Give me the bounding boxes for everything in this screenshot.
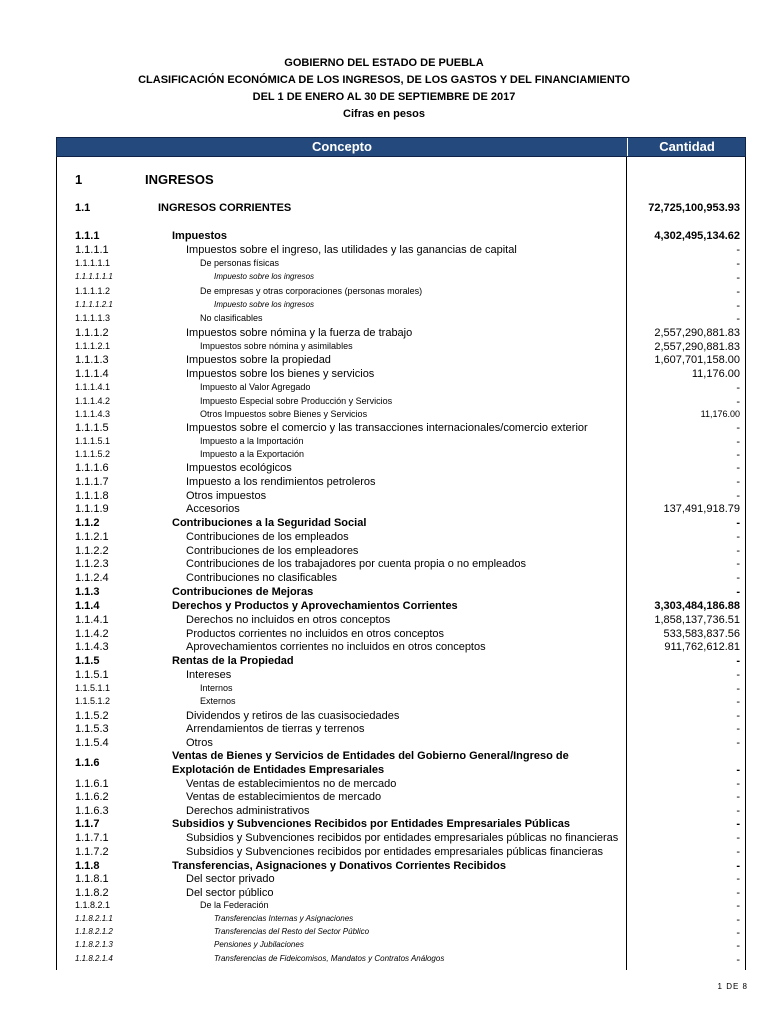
row-amount: - xyxy=(736,258,740,270)
row-code: 1.1.2.1 xyxy=(75,531,109,543)
row-amount: - xyxy=(736,818,740,830)
row-code: 1.1.2.4 xyxy=(75,572,109,584)
row-concept-label: Contribuciones de los trabajadores por cuenta propia o no empleados xyxy=(186,558,526,570)
row-concept-label: Derechos administrativos xyxy=(186,805,310,817)
row-amount: - xyxy=(736,572,740,584)
row-amount: - xyxy=(736,710,740,722)
row-concept-label: Contribuciones no clasificables xyxy=(186,572,338,584)
row-concept-label: Ventas de establecimientos de mercado xyxy=(186,791,382,803)
row-code: 1.1.1.4 xyxy=(75,368,109,380)
row-amount: - xyxy=(736,396,740,408)
row-concept-label: Subsidios y Subvenciones Recibidos por Entidades Empresariales Públicas xyxy=(172,818,570,830)
report-title-government: GOBIERNO DEL ESTADO DE PUEBLA xyxy=(284,57,484,69)
row-amount: - xyxy=(736,723,740,735)
row-amount: - xyxy=(736,832,740,844)
row-code: 1.1.5 xyxy=(75,655,100,667)
row-concept-label: Aprovechamientos corrientes no incluidos en otros conceptos xyxy=(186,641,486,653)
row-concept-label: Accesorios xyxy=(186,503,240,515)
row-concept-label: De empresas y otras corporaciones (personas morales) xyxy=(200,286,423,296)
column-header-cantidad: Cantidad xyxy=(627,138,746,156)
row-code: 1.1.5.2 xyxy=(75,710,109,722)
row-concept-label: Rentas de la Propiedad xyxy=(172,655,294,667)
row-concept-label: Impuesto sobre los ingresos xyxy=(214,272,315,281)
row-amount: - xyxy=(736,764,740,776)
row-concept-label: Impuestos xyxy=(172,230,228,242)
row-amount: - xyxy=(736,382,740,394)
row-code: 1.1.1.1.2 xyxy=(75,286,111,296)
row-code: 1.1.8 xyxy=(75,860,100,872)
page-number: 1 DE 8 xyxy=(717,982,748,991)
row-amount: - xyxy=(736,586,740,598)
row-concept-label: INGRESOS xyxy=(145,172,214,187)
row-amount: - xyxy=(736,655,740,667)
row-amount: - xyxy=(736,436,740,448)
row-code: 1 xyxy=(75,172,83,187)
table-header-bar xyxy=(56,137,746,157)
row-concept-label: Subsidios y Subvenciones recibidos por entidades empresariales públicas no financieras xyxy=(186,832,619,844)
row-code: 1.1.7 xyxy=(75,818,100,830)
row-concept-label: Impuestos ecológicos xyxy=(186,462,292,474)
row-amount: - xyxy=(736,462,740,474)
row-amount: - xyxy=(736,683,740,695)
row-amount: - xyxy=(736,860,740,872)
row-concept-label: INGRESOS CORRIENTES xyxy=(158,202,292,214)
column-header-concepto: Concepto xyxy=(312,139,372,154)
row-amount: 2,557,290,881.83 xyxy=(654,327,740,339)
row-code: 1.1.1.8 xyxy=(75,490,109,502)
report-title-classification: CLASIFICACIÓN ECONÓMICA DE LOS INGRESOS, DE LOS GASTOS Y DEL FINANCIAMIENTO xyxy=(138,74,630,86)
row-amount: - xyxy=(736,873,740,885)
row-amount: - xyxy=(736,531,740,543)
row-code: 1.1.1.4.2 xyxy=(75,396,111,406)
row-amount: 11,176.00 xyxy=(700,409,740,419)
row-code: 1.1.2 xyxy=(75,517,100,529)
row-concept-label: Productos corrientes no incluidos en otros conceptos xyxy=(186,628,445,640)
row-code: 1.1.8.2.1.1 xyxy=(75,914,113,923)
row-amount: - xyxy=(736,696,740,708)
row-amount: 11,176.00 xyxy=(691,368,740,380)
row-concept-label: Contribuciones de los empleados xyxy=(186,531,349,543)
row-concept-label: Transferencias del Resto del Sector Público xyxy=(214,927,370,936)
row-amount: - xyxy=(736,422,740,434)
row-code: 1.1.6.2 xyxy=(75,791,109,803)
row-concept-label-continued: Explotación de Entidades Empresariales xyxy=(172,764,385,776)
row-concept-label: Pensiones y Jubilaciones xyxy=(214,940,304,949)
row-code: 1.1.2.2 xyxy=(75,545,109,557)
row-concept-label: Derechos y Productos y Aprovechamientos Corrientes xyxy=(172,600,458,612)
row-concept-label: Impuesto a los rendimientos petroleros xyxy=(186,476,376,488)
row-code: 1.1.8.2.1.2 xyxy=(75,927,113,936)
row-amount: 4,302,495,134.62 xyxy=(654,230,740,242)
row-concept-label: Transferencias de Fideicomisos, Mandatos y Contratos Análogos xyxy=(214,954,445,963)
row-code: 1.1 xyxy=(75,202,91,214)
row-amount: - xyxy=(736,778,740,790)
row-concept-label: Ventas de Bienes y Servicios de Entidades del Gobierno General/Ingreso de xyxy=(172,750,569,762)
row-code: 1.1.1.1.1.1 xyxy=(75,272,113,281)
row-amount: 137,491,918.79 xyxy=(663,503,740,515)
row-code: 1.1.1.5 xyxy=(75,422,109,434)
row-amount: - xyxy=(736,940,740,952)
row-code: 1.1.1.1.1 xyxy=(75,258,111,268)
report-title-units: Cifras en pesos xyxy=(343,108,425,120)
row-amount: 72,725,100,953.93 xyxy=(648,202,740,214)
row-amount: - xyxy=(736,900,740,912)
row-code: 1.1.8.2.1 xyxy=(75,900,111,910)
row-concept-label: Dividendos y retiros de las cuasisociedades xyxy=(186,710,400,722)
row-amount: - xyxy=(736,791,740,803)
row-concept-label: Impuesto al Valor Agregado xyxy=(200,382,311,392)
row-code: 1.1.1.5.2 xyxy=(75,449,111,459)
row-amount: - xyxy=(736,545,740,557)
row-code: 1.1.1.2.1 xyxy=(75,341,111,351)
row-concept-label: Arrendamientos de tierras y terrenos xyxy=(186,723,365,735)
row-amount: - xyxy=(736,737,740,749)
row-concept-label: Intereses xyxy=(186,669,232,681)
row-concept-label: Del sector público xyxy=(186,887,274,899)
row-code: 1.1.5.3 xyxy=(75,723,109,735)
table-column-divider xyxy=(626,157,627,970)
report-title-period: DEL 1 DE ENERO AL 30 DE SEPTIEMBRE DE 2017 xyxy=(252,91,516,103)
row-concept-label: Impuestos sobre el comercio y las transacciones internacionales/comercio exterior xyxy=(186,422,588,434)
row-code: 1.1.1.4.1 xyxy=(75,382,111,392)
row-code: 1.1.8.1 xyxy=(75,873,109,885)
row-code: 1.1.4.3 xyxy=(75,641,109,653)
row-concept-label: Derechos no incluidos en otros conceptos xyxy=(186,614,391,626)
row-amount: 1,607,701,158.00 xyxy=(654,354,740,366)
row-code: 1.1.1.1 xyxy=(75,244,109,256)
row-code: 1.1.6 xyxy=(75,757,100,769)
row-concept-label: Otros impuestos xyxy=(186,490,267,502)
row-concept-label: Impuesto a la Exportación xyxy=(200,449,305,459)
row-concept-label: De personas físicas xyxy=(200,258,280,268)
row-concept-label: Impuesto Especial sobre Producción y Servicios xyxy=(200,396,393,406)
row-concept-label: Impuestos sobre nómina y la fuerza de trabajo xyxy=(186,327,413,339)
row-amount: - xyxy=(736,805,740,817)
row-code: 1.1.5.1.1 xyxy=(75,683,111,693)
row-code: 1.1.6.3 xyxy=(75,805,109,817)
row-amount: - xyxy=(736,476,740,488)
row-concept-label: Otros xyxy=(186,737,213,749)
row-code: 1.1.1.2 xyxy=(75,327,109,339)
row-concept-label: Contribuciones de los empleadores xyxy=(186,545,359,557)
row-code: 1.1.1.3 xyxy=(75,354,109,366)
row-code: 1.1.8.2.1.4 xyxy=(75,954,113,963)
row-amount: 533,583,837.56 xyxy=(663,628,740,640)
row-concept-label: Internos xyxy=(200,683,233,693)
row-code: 1.1.1.7 xyxy=(75,476,109,488)
row-concept-label: Impuestos sobre nómina y asimilables xyxy=(200,341,353,351)
row-code: 1.1.1.5.1 xyxy=(75,436,111,446)
row-concept-label: Del sector privado xyxy=(186,873,275,885)
row-concept-label: De la Federación xyxy=(200,900,269,910)
row-concept-label: Ventas de establecimientos no de mercado xyxy=(186,778,397,790)
row-amount: 911,762,612.81 xyxy=(664,641,740,653)
row-code: 1.1.2.3 xyxy=(75,558,109,570)
row-amount: - xyxy=(736,300,740,312)
row-code: 1.1.5.1.2 xyxy=(75,696,111,706)
row-amount: - xyxy=(736,449,740,461)
row-concept-label: Contribuciones de Mejoras xyxy=(172,586,314,598)
row-code: 1.1.4 xyxy=(75,600,100,612)
row-code: 1.1.1.9 xyxy=(75,503,109,515)
row-code: 1.1.1.1.3 xyxy=(75,313,111,323)
row-concept-label: Subsidios y Subvenciones recibidos por entidades empresariales públicas financieras xyxy=(186,846,604,858)
row-amount: - xyxy=(736,669,740,681)
row-code: 1.1.7.1 xyxy=(75,832,109,844)
row-concept-label: Impuestos sobre la propiedad xyxy=(186,354,331,366)
row-amount: - xyxy=(736,558,740,570)
row-amount: - xyxy=(736,846,740,858)
row-code: 1.1.7.2 xyxy=(75,846,109,858)
row-amount: - xyxy=(736,244,740,256)
row-amount: - xyxy=(736,887,740,899)
row-amount: - xyxy=(736,490,740,502)
row-code: 1.1.5.1 xyxy=(75,669,109,681)
row-concept-label: Impuestos sobre el ingreso, las utilidades y las ganancias de capital xyxy=(186,244,517,256)
row-amount: - xyxy=(736,954,740,966)
row-concept-label: Transferencias, Asignaciones y Donativos Corrientes Recibidos xyxy=(172,860,506,872)
row-amount: 3,303,484,186.88 xyxy=(654,600,740,612)
row-amount: - xyxy=(736,914,740,926)
row-code: 1.1.8.2 xyxy=(75,887,109,899)
row-concept-label: No clasificables xyxy=(200,313,263,323)
row-code: 1.1.6.1 xyxy=(75,778,109,790)
table-right-border xyxy=(745,157,746,970)
row-concept-label: Contribuciones a la Seguridad Social xyxy=(172,517,367,529)
row-amount: - xyxy=(736,517,740,529)
row-concept-label: Transferencias Internas y Asignaciones xyxy=(214,914,354,923)
row-code: 1.1.1.4.3 xyxy=(75,409,111,419)
row-concept-label: Impuesto a la Importación xyxy=(200,436,304,446)
row-code: 1.1.1 xyxy=(75,230,100,242)
row-code: 1.1.1.6 xyxy=(75,462,109,474)
row-amount: - xyxy=(736,272,740,284)
row-code: 1.1.3 xyxy=(75,586,100,598)
row-code: 1.1.8.2.1.3 xyxy=(75,940,113,949)
row-concept-label: Impuesto sobre los ingresos xyxy=(214,300,315,309)
row-concept-label: Otros Impuestos sobre Bienes y Servicios xyxy=(200,409,368,419)
row-amount: 1,858,137,736.51 xyxy=(654,614,740,626)
row-concept-label: Impuestos sobre los bienes y servicios xyxy=(186,368,375,380)
row-code: 1.1.1.1.2.1 xyxy=(75,300,113,309)
row-code: 1.1.4.1 xyxy=(75,614,109,626)
row-amount: - xyxy=(736,927,740,939)
row-amount: 2,557,290,881.83 xyxy=(654,341,740,353)
row-amount: - xyxy=(736,286,740,298)
row-code: 1.1.4.2 xyxy=(75,628,109,640)
row-concept-label: Externos xyxy=(200,696,236,706)
row-amount: - xyxy=(736,313,740,325)
table-left-border xyxy=(56,157,57,970)
row-code: 1.1.5.4 xyxy=(75,737,109,749)
